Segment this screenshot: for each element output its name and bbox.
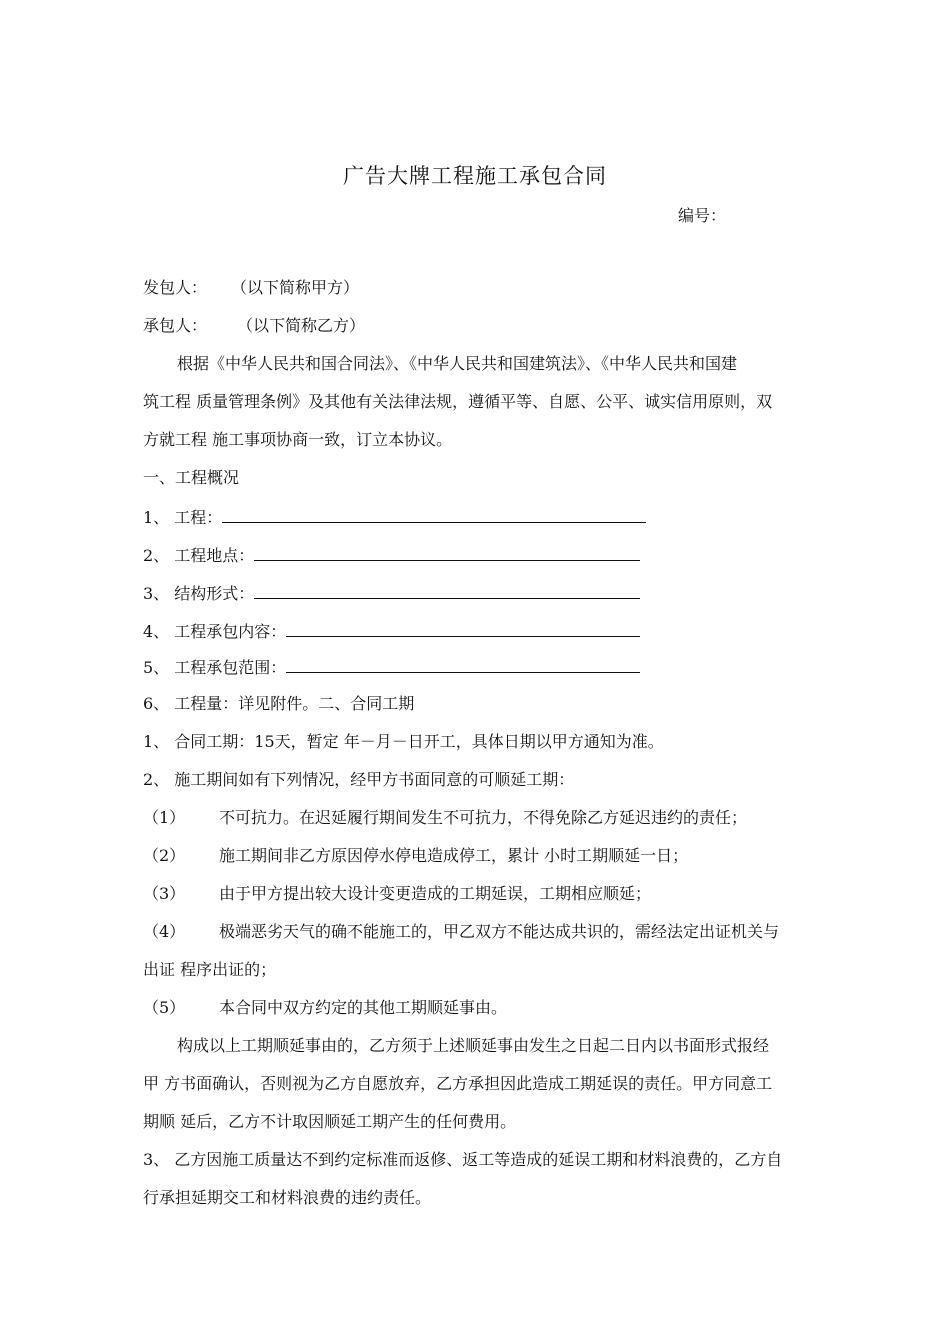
case-3 [143, 884, 651, 904]
intro-line-3: 方就工程 施工事项协商一致，订立本协议。 [143, 430, 453, 449]
employer-line [143, 278, 359, 298]
case-1 [143, 808, 747, 828]
field-location-label: 2、 工程地点： [143, 546, 255, 565]
field-scope-blank [286, 656, 640, 673]
period-item-3-line-1: 3、 乙方因施工质量达不到约定标准而返修、返工等造成的延误工期和材料浪费的，乙方自 [143, 1150, 783, 1169]
document-title: 广告大牌工程施工承包合同 [343, 164, 607, 188]
field-content-label: 4、 工程承包内容： [143, 622, 287, 641]
field-location-blank [254, 544, 640, 561]
intro-line-1: 根据《中华人民共和国合同法》、《中华人民共和国建筑法》、《中华人民共和国建 [177, 354, 738, 373]
item-6-and-section-2: 6、 工程量：详见附件。二、合同工期 [143, 694, 415, 713]
case-text: 施工期间非乙方原因停水停电造成停工，累计 小时工期顺延一日； [219, 846, 689, 865]
intro-line-2: 筑工程 质量管理条例》及其他有关法律法规，遵循平等、自愿、公平、诚实信用原则，双 [143, 392, 773, 411]
contractor-line [143, 316, 365, 336]
case-2 [143, 846, 688, 866]
field-scope-label: 5、 工程承包范围： [143, 658, 287, 677]
field-location [143, 544, 640, 566]
period-item-1: 1、 合同工期：15天，暂定 年－月－日开工，具体日期以甲方通知为准。 [143, 732, 664, 751]
case-5 [143, 998, 507, 1018]
case-number: （5） [143, 998, 186, 1017]
case-number: （1） [143, 808, 186, 827]
field-content-blank [286, 620, 640, 637]
field-structure-blank [254, 582, 640, 599]
field-scope [143, 656, 640, 678]
case-4-continuation: 出证 程序出证的； [143, 960, 277, 979]
field-structure-label: 3、 结构形式： [143, 584, 255, 603]
case-number: （3） [143, 884, 186, 903]
case-number: （2） [143, 846, 186, 865]
field-structure [143, 582, 640, 604]
employer-label: 发包人： [143, 278, 208, 297]
extension-para-line-2: 甲 方书面确认，否则视为乙方自愿放弃，乙方承担因此造成工期延误的责任。甲方同意工 [143, 1074, 773, 1093]
contractor-label: 承包人： [143, 316, 208, 335]
case-number: （4） [143, 922, 186, 941]
period-item-3-line-2: 行承担延期交工和材料浪费的违约责任。 [143, 1188, 432, 1207]
field-project-label: 1、 工程： [143, 508, 223, 527]
field-project [143, 506, 646, 528]
extension-para-line-1: 构成以上工期顺延事由的，乙方须于上述顺延事由发生之日起二日内以书面形式报经 [177, 1036, 770, 1055]
employer-note: （以下简称甲方） [231, 278, 360, 297]
contractor-note: （以下简称乙方） [237, 316, 366, 335]
field-project-blank [222, 506, 646, 523]
contract-number-label: 编号： [678, 206, 727, 225]
extension-para-line-3: 期顺 延后，乙方不计取因顺延工期产生的任何费用。 [143, 1112, 517, 1131]
case-text: 由于甲方提出较大设计变更造成的工期延误，工期相应顺延； [219, 884, 652, 903]
case-4 [143, 922, 779, 942]
period-item-2: 2、 施工期间如有下列情况，经甲方书面同意的可顺延工期： [143, 770, 575, 789]
case-text: 不可抗力。在迟延履行期间发生不可抗力，不得免除乙方延迟违约的责任； [219, 808, 748, 827]
field-content [143, 620, 640, 642]
section-1-heading: 一、工程概况 [143, 468, 240, 487]
case-text: 本合同中双方约定的其他工期顺延事由。 [219, 998, 508, 1017]
case-text: 极端恶劣天气的确不能施工的，甲乙双方不能达成共识的，需经法定出证机关与 [219, 922, 780, 941]
